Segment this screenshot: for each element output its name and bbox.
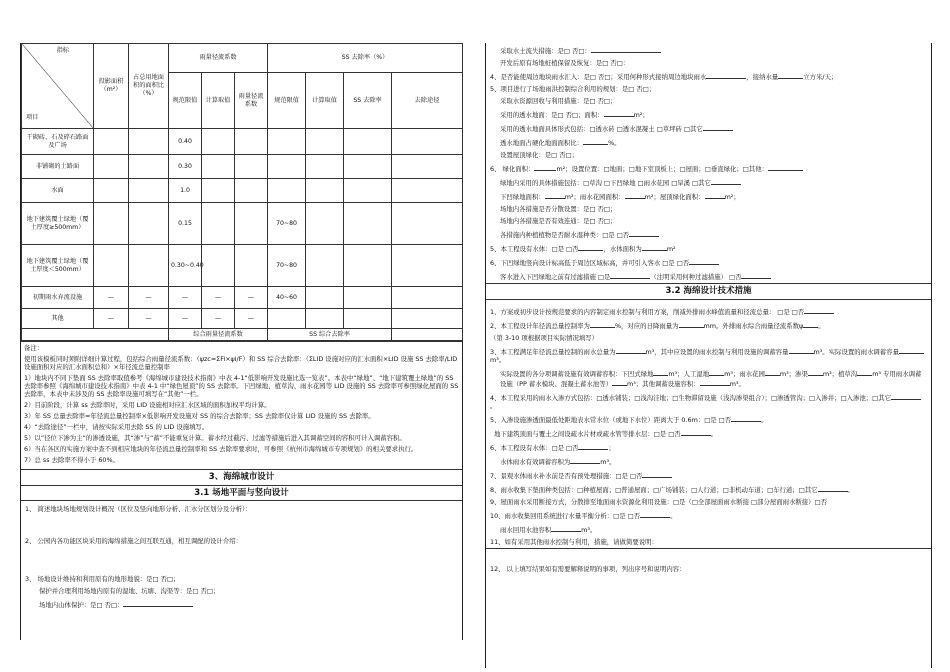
blank-field[interactable]	[689, 257, 719, 265]
q9: 9、屋面雨水采用断接方式，分散排至地面雨水资源化利用设施：□是（□全部屋面雨水断接 □部分屋面雨水断接）□否	[490, 497, 827, 506]
ss-table	[21, 43, 463, 341]
sub-ss-calc: 计算取值	[306, 73, 344, 129]
table-row	[22, 245, 463, 287]
footer-rain-coef: 综合雨量径流系数	[169, 329, 268, 341]
r8a: 客水进入下凹绿地之前有过滤措施 □是 （注明采用何种过滤措施） □否	[486, 269, 931, 283]
blank-field[interactable]	[891, 392, 921, 400]
q6a: 水体雨水有效调蓄容积为 m³。	[500, 457, 616, 466]
blank-field[interactable]	[629, 229, 659, 237]
row-name: 水面	[22, 179, 94, 203]
q10: 10、雨水收集回用系统进行水量平衡分析：□是 □否 。	[490, 511, 677, 520]
blank-field[interactable]	[709, 368, 724, 376]
sub-spec: 规范限值	[169, 73, 202, 129]
blank-field[interactable]	[705, 191, 725, 199]
blank-field[interactable]	[679, 320, 704, 328]
item-1: 1、 简述地块场地规划设计概况（区位及竖向地形分析、汇水分区划分及分析）：	[25, 505, 252, 514]
row-name: 地下建筑覆土绿地（覆土厚度＜500mm）	[22, 245, 94, 287]
item-3: 3、 场地设计维持和利用原有的地形地貌：是□ 否□；	[25, 575, 180, 584]
dash-cell: —	[202, 309, 235, 329]
q5: 5、入渗设施渗透面最低处距地表水常水位（或地下水位）距离大于 0.6m：□是 □否 。	[490, 415, 768, 424]
row-spec: —	[169, 287, 202, 309]
r6c: 下凹绿地面积： m²；雨水花园面积： m²；屋顶绿化面积： m²；	[500, 193, 740, 201]
r6: 6、 绿化面积： m²；设置位置：□地面；□地下室顶板上；□屋面；□垂直绿化；□其他：	[486, 161, 931, 175]
q2-note: （第 3-10 项根据项目实际情况填写）	[490, 333, 599, 342]
section-3-title: 3、海绵城市设计	[21, 469, 462, 486]
q6: 6、本工程设有水体：□是 □否 ；	[490, 443, 615, 452]
q3e: 实际设置的各分项调蓄设施有效调蓄容积：下凹式绿地 m³；人工湿地 m³；雨水花园 m³；渗渠 m³；植草沟 m³ 专用雨水调蓄设施（PP 蓄水模块、混凝土蓄水池等） m³；其他调蓄设施容积： m³。	[500, 369, 922, 388]
table-footer-row	[22, 329, 463, 341]
blank-field[interactable]	[545, 191, 565, 199]
blank-field[interactable]	[604, 109, 634, 117]
q5a: 地下建筑顶面与覆土之间设疏水片材或疏水管等排水层：□是 □否 。	[494, 429, 718, 438]
blank-field[interactable]	[778, 71, 803, 79]
row-ss-spec: 70~80	[268, 203, 306, 245]
row-name: 地下建筑覆土绿地（覆土厚度≥500mm）	[22, 203, 94, 245]
q11: 11、如有采用其他雨水控制与利用，措施，请做简要说明：	[490, 537, 658, 546]
diag-bottom-label: 项目	[26, 114, 39, 122]
note-para: 4）“去除途径”一栏中，请按实际采用去除 SS 的 LID 设施填写。	[24, 423, 209, 431]
item-3a: 保护并合理利用场地内原有的湿地、坑塘、沟渠等：是□ 否□；	[39, 587, 220, 596]
r0: 采取水土流失措施：是□ 否□：	[486, 43, 931, 57]
q2: 2、本工程设计年径流总量控制率为 %，对应的日降雨量为 mm。外排雨水综合雨量径流系数ψ 。	[490, 321, 825, 330]
q4: 4、本工程采用的雨水入渗方式包括：□透水铺装；□浅沟洼地；□生物滞留设施（浅沟渗渠组合）；□渗透管沟；□入渗井；□入渗池；□其它。	[486, 390, 931, 412]
blank-field[interactable]	[578, 243, 603, 251]
blank-field[interactable]	[804, 306, 834, 314]
row-ss-spec: 70~80	[268, 245, 306, 287]
note-para: 5）以“径位下渗为主”的渗透设施，其“渗”与“蓄”不能重复计算。蓄水经过截污、过滤等措施后进入其调蓄空间的容积可计入调蓄容积。	[24, 434, 406, 442]
q1: 1、方案或初步设计按规范要求的内容制定雨水控制与利用方案，削减外排雨水峰值流量和径流总量： □是 □否	[486, 304, 931, 318]
row-spec: 0.30	[169, 155, 202, 179]
blank-field[interactable]	[640, 510, 670, 518]
blank-field[interactable]	[681, 428, 711, 436]
left-panel	[20, 43, 463, 640]
blank-field[interactable]	[583, 137, 608, 145]
table-row	[22, 287, 463, 309]
dash-cell: —	[129, 287, 169, 309]
sub-ss-path: 去除途径	[392, 73, 463, 129]
sub-ss-spec: 规范限值	[268, 73, 306, 129]
row-spec: 0.40	[169, 129, 202, 155]
blank-field[interactable]	[123, 599, 193, 607]
blank-field[interactable]	[703, 123, 733, 131]
r5a: 采取水资源回收与利用措施：是□ 否□；	[500, 97, 617, 105]
r0a: 开发后原有场地桩植保留及恢复：是□ 否□：	[500, 59, 630, 67]
notes-title: 备注：	[24, 344, 44, 352]
blank-field[interactable]	[590, 320, 615, 328]
note-para: 7）总 ss 去除率不得小于 60%。	[24, 456, 119, 464]
note-para: 2）目前阶段，计算 ss 去除率时，采用 LID 设施相对应汇水区域的面积加权平均计算。	[24, 401, 271, 409]
notes	[21, 341, 462, 469]
sub-ss-rate: SS 去除率	[344, 73, 392, 129]
q12: 12、 以上填写结果如有需要解释说明的事项，列出序号和说明内容：	[490, 564, 686, 573]
item-3b: 场地内山体保护：是□ 否□：	[21, 597, 462, 611]
blank-field[interactable]	[706, 71, 746, 79]
blank-field[interactable]	[616, 346, 646, 354]
blank-field[interactable]	[653, 368, 668, 376]
footer-ss-rate: SS 综合去除率	[268, 329, 392, 341]
blank-field[interactable]	[578, 442, 608, 450]
blank-field[interactable]	[570, 456, 600, 464]
table-row	[22, 129, 463, 155]
blank-field[interactable]	[803, 320, 818, 328]
blank-field[interactable]	[642, 243, 667, 251]
dash-cell: —	[94, 287, 129, 309]
q3: 3、本工程满足年径流总量控制的雨水总量为 m³，其中应设置的雨水控制与利用设施的调蓄容量 m³。实际设置的雨水调蓄容量m³。	[486, 344, 931, 366]
r5c: 采用的透水地面具体形式包括：□透水砖 □透水混凝土 □草坪砖 □其它	[486, 121, 931, 135]
q7: 7、景观水体雨水补水前是否有预处理措施：□是 □否	[486, 468, 931, 482]
blank-field[interactable]	[768, 163, 803, 171]
r6f: 各措施内种植植物是否耐水湿种类：□是 □否	[486, 227, 931, 241]
note-para: 1）地块内不同下垫面 SS 去除率取值参考《海绵城市建设技术指南》中表 4-1“低影响开发设施比选一览表”。本表中“绿地”、“地下建筑覆土绿地”的 SS 去除率参照《海绵城市建设技术指南》中表 4-1 中“绿色屋顶”的 SS 去除率。下凹绿地、植草沟、雨水花园等 LID 设施的 SS 去除率可参照绿化屋面的 SS 去除率，本表中未涉及的 SS 去除率设施可填写在“其他”一栏。	[24, 374, 459, 398]
blank-field[interactable]	[610, 271, 650, 279]
row-ss-spec: 40~60	[268, 287, 306, 309]
blank-field[interactable]	[551, 524, 581, 532]
dash-cell: —	[94, 309, 129, 329]
row-spec: 0.30~0.40	[169, 245, 202, 287]
col-ss-group: SS 去除率（%）	[268, 44, 463, 73]
table-row	[22, 203, 463, 245]
row-spec: —	[169, 309, 202, 329]
r4: 4、是否能使周边地块雨水汇入：是□ 否□；采用何种形式接纳周边地块雨水 ，接纳水量 立方米/天；	[490, 73, 838, 81]
r5e: 设置屋顶绿化：是□ 否□；	[500, 151, 579, 159]
row-name: 初期雨水弃流设施	[22, 287, 94, 309]
note-para: 3）年 SS 总量去除率=年径流总量控制率×低影响开发设施对 SS 的综合去除率；SS 去除率仅计算 LID 设施的 SS 去除率。	[24, 412, 375, 420]
r6d: 场地内各措施是否分散设置：是□ 否□；	[500, 205, 617, 213]
blank-field[interactable]	[642, 470, 672, 478]
blank-field[interactable]	[741, 271, 771, 279]
blank-field[interactable]	[818, 484, 848, 492]
item-2: 2、 公园内各功能区块采用的海绵措施之间互联互通，相互调配的设计介绍：	[25, 537, 242, 546]
r6b: 绿地内采用的具体措施包括：□草沟 □下凹绿地 □雨水花园 □旱溪 □其它	[486, 175, 931, 189]
section-32-title: 3.2 海绵设计技术措施	[486, 283, 931, 300]
dash-cell: —	[202, 287, 235, 309]
sub-rain: 雨量径流系数	[235, 73, 268, 129]
row-spec: 1.0	[169, 179, 202, 203]
table-row	[22, 179, 463, 203]
q10a: 雨水回用水池容积 m³。	[500, 525, 597, 534]
r7: 5、本工程设有水体：□是 □否 ，水体面积为 m²	[490, 245, 676, 253]
r8: 6、下凹绿地竖向设计标高低于周边区域标高，并可引入客水 □是 □否	[486, 255, 931, 269]
diag-top-label: 指标	[56, 47, 69, 54]
r5: 5、项目进行了场地雨洪控制综合利用的规划：是□ 否□；	[490, 85, 656, 93]
r6e: 场地内各措施是否有效连通：是□ 否□；	[500, 217, 617, 225]
blank-field[interactable]	[765, 368, 780, 376]
table-row	[22, 155, 463, 179]
section-31-title: 3.1 场地平面与竖向设计	[21, 486, 462, 502]
diagonal-header-cell	[22, 44, 94, 129]
blank-field[interactable]	[625, 191, 645, 199]
blank-field[interactable]	[808, 368, 823, 376]
note-para: 6）当在各区的实施方案中查不到相应地块的年径流总量控制率和 SS 去除率要求时，可参照《杭州市海绵城市专项规划》的相关要求执行。	[24, 445, 418, 453]
row-name: 其他	[22, 309, 94, 329]
row-name: 非铺砌的土路面	[22, 155, 94, 179]
col-rain-group: 雨量径流系数	[169, 44, 268, 73]
blank-field[interactable]	[857, 368, 872, 376]
blank-field[interactable]	[899, 346, 924, 354]
blank-field[interactable]	[591, 45, 661, 53]
r5d: 透水地面占硬化地面面积比： %。	[500, 139, 621, 147]
row-spec: 0.15	[169, 203, 202, 245]
right-panel	[485, 43, 932, 668]
dash-cell: —	[235, 287, 268, 309]
sub-calc: 计算取值	[202, 73, 235, 129]
note-para: 使用该模板同时须附详细计算过程，包括综合雨量径流系数：（ψzc=ΣFi×ψi/F）和 SS 综合去除率：（ΣLID 设施对应的汇水面积×LID 设施 SS 去除率/LID 设施面积对应的汇水面积总和）×年径流总量控制率	[24, 355, 458, 371]
dash-cell: —	[235, 309, 268, 329]
blank-field[interactable]	[711, 177, 741, 185]
row-name: 干砌砖、石及碎石路面及广场	[22, 129, 94, 155]
blank-field[interactable]	[731, 414, 761, 422]
q8: 8、雨水收集下垫面种类包括：□种植屋面；□普通屋面；□广场铺装；□人行道；□非机动车道；□车行道；□其它 。	[490, 485, 854, 494]
blank-field[interactable]	[700, 378, 730, 386]
col-area: 投影面积（m²）	[94, 44, 129, 129]
blank-field[interactable]	[612, 378, 627, 386]
table-row	[22, 309, 463, 329]
blank-field[interactable]	[534, 163, 556, 171]
r5b: 采用的透水地面：是□ 否□；面积： m²；	[500, 111, 649, 119]
col-ratio: 占总用地面积的面积比（%）	[129, 44, 169, 129]
blank-field[interactable]	[789, 346, 814, 354]
dash-cell: —	[129, 309, 169, 329]
